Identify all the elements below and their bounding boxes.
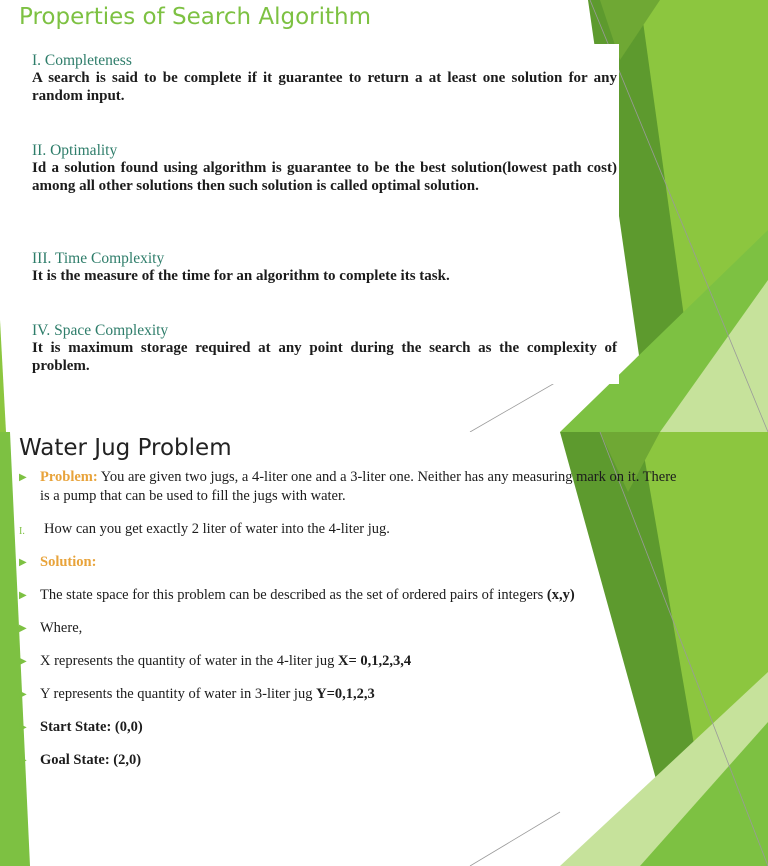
list-item-where (19, 619, 679, 638)
property-time-complexity (32, 250, 617, 285)
list-item-problem (19, 468, 679, 506)
list-item-state-space (19, 586, 679, 605)
goal-state-text: Goal State: (2,0) (40, 752, 142, 768)
x-text (19, 652, 679, 671)
property-space-complexity (32, 322, 617, 375)
x-description: X represents the quantity of water in the 4-liter jug (40, 653, 338, 669)
list-item-y (19, 685, 679, 704)
question-number: I. (19, 526, 25, 537)
problem-text (19, 468, 679, 506)
property-heading: III. Time Complexity (32, 250, 165, 267)
y-text (19, 685, 679, 704)
list-item-solution (19, 553, 679, 572)
slide-water-jug (0, 432, 768, 866)
list-item-x (19, 652, 679, 671)
state-space-text (19, 586, 679, 605)
state-space-description: The state space for this problem can be described as the set of ordered pairs of integers (40, 587, 547, 603)
slide-title: Properties of Search Algorithm (19, 4, 371, 30)
problem-label: Problem: (40, 469, 98, 485)
question-text: How can you get exactly 2 liter of water into the 4-liter jug. (44, 521, 390, 537)
y-description: Y represents the quantity of water in 3-liter jug (40, 686, 317, 702)
slide-title: Water Jug Problem (19, 435, 232, 461)
bullet-arrow-icon: ▶ (19, 656, 27, 667)
bullet-arrow-icon: ▶ (19, 689, 27, 700)
where-text: Where, (40, 620, 83, 636)
properties-panel (17, 44, 619, 384)
property-text: A search is said to be complete if it guarantee to return a at least one solution for any random input. (32, 70, 617, 104)
bullet-arrow-icon: ▶ (19, 755, 27, 766)
bullet-arrow-icon: ▶ (19, 472, 27, 483)
property-text: Id a solution found using algorithm is guarantee to be the best solution(lowest path cost) among all other solutions then such solution is called optimal solution. (32, 160, 617, 194)
bullet-arrow-icon: ▶ (19, 722, 27, 733)
slide-properties (0, 0, 768, 432)
state-space-pair: (x,y) (546, 587, 575, 603)
property-text: It is maximum storage required at any point during the search as the complexity of problem. (32, 340, 617, 374)
list-item-start-state (19, 718, 679, 737)
x-values: X= 0,1,2,3,4 (337, 653, 412, 669)
property-completeness (32, 52, 617, 105)
property-heading: IV. Space Complexity (32, 322, 169, 339)
y-values: Y=0,1,2,3 (316, 686, 375, 702)
property-optimality (32, 142, 617, 195)
list-item-goal-state (19, 751, 679, 770)
problem-description: You are given two jugs, a 4-liter one and a 3-liter one. Neither has any measuring mark on it. There is a pump that can be used to fill the jugs with water. (40, 469, 677, 504)
bullet-arrow-icon: ▶ (19, 590, 27, 601)
solution-label: Solution: (40, 554, 97, 570)
bullet-arrow-icon: ▶ (19, 557, 27, 568)
bullet-arrow-icon: ▶ (19, 623, 27, 634)
property-heading: I. Completeness (32, 52, 132, 69)
property-heading: II. Optimality (32, 142, 118, 159)
start-state-text: Start State: (0,0) (40, 719, 143, 735)
property-text: It is the measure of the time for an algorithm to complete its task. (32, 268, 450, 284)
list-item-question (19, 520, 679, 539)
